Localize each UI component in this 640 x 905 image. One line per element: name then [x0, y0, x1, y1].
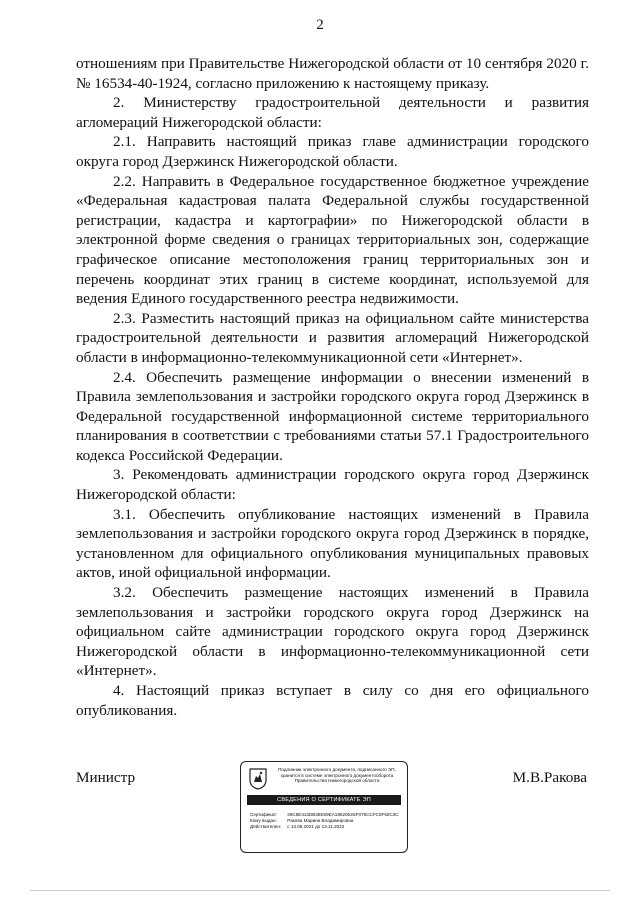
stamp-header-text: Подлинник электронного документа, подписанного ЭП, хранится в системе электронного документооборота Правительства Нижегородской области	[278, 767, 396, 784]
paragraph-continuation: отношениям при Правительстве Нижегородской области от 10 сентября 2020 г. № 16534-40-1924, согласно приложению к настоящему приказу.	[76, 55, 589, 92]
stamp-validity-row	[250, 824, 402, 830]
stamp-certificate-title: СВЕДЕНИЯ О СЕРТИФИКАТЕ ЭП	[247, 795, 401, 805]
signatory-title: Министр	[76, 769, 136, 786]
paragraph-item-3-2: 3.2. Обеспечить размещение настоящих изменений в Правила землепользования и застройки городского округа город Дзержинск на официальном сайте администрации городского округа город Дзержинск Нижегородской области в информационно-телекоммуникационной сети «Интернет».	[76, 584, 589, 680]
paragraph-item-2-4: 2.4. Обеспечить размещение информации о внесении изменений в Правила землепользования и застройки городского округа город Дзержинск в Федеральной государственной информационной системе территориального планирования в соответствии с требованиями статьи 57.1 Градостроительного кодекса Российской Федерации.	[76, 368, 589, 464]
paragraph-item-2-1: 2.1. Направить настоящий приказ главе администрации городского округа город Дзержинск Нижегородской области.	[76, 133, 589, 170]
electronic-signature-stamp	[240, 761, 408, 853]
certificate-value: 39C8E413DB38E59EA1852063SF075CCFC5F92C3C	[287, 812, 399, 817]
paragraph-item-3-1: 3.1. Обеспечить опубликование настоящих изменений в Правила землепользования и застройки городского округа город Дзержинск в порядке, установленном для официального опубликования муниципальных правовых актов, иной официальной информации.	[76, 505, 589, 582]
footer-divider	[30, 890, 610, 891]
stamp-certificate-details	[250, 812, 402, 830]
owner-label: Кому выдан:	[250, 818, 277, 823]
signatory-name: М.В.Ракова	[512, 769, 587, 786]
page-number: 2	[316, 17, 324, 33]
paragraph-item-2-3: 2.3. Разместить настоящий приказ на официальном сайте министерства градостроительной деятельности и развития агломераций Нижегородской области в информационно-телекоммуникационной сети «Интернет».	[76, 309, 589, 366]
validity-label: Действителен:	[250, 824, 282, 829]
paragraph-item-3: 3. Рекомендовать администрации городского округа город Дзержинск Нижегородской области:	[76, 466, 589, 504]
validity-value: с 13.08.2021 до 13.11.2022	[287, 824, 345, 829]
coat-of-arms-icon	[249, 768, 267, 790]
paragraph-item-2: 2. Министерству градостроительной деятельности и развития агломераций Нижегородской области:	[76, 94, 589, 131]
owner-value: Ракова Марина Владимировна	[287, 818, 354, 823]
document-body	[76, 54, 589, 720]
paragraph-item-2-2: 2.2. Направить в Федеральное государственное бюджетное учреждение «Федеральная кадастровая палата Федеральной службы государственной регистрации, кадастра и картографии» по Нижегородской области в электронной форме сведения о границах территориальных зон, содержащие графическое описание местоположения границ территориальных зон и перечень координат этих границ в системе координат, используемой для ведения Единого государственного реестра недвижимости.	[76, 172, 589, 308]
paragraph-item-4: 4. Настоящий приказ вступает в силу со дня его официального опубликования.	[76, 682, 589, 719]
certificate-label: Сертификат:	[250, 812, 278, 817]
